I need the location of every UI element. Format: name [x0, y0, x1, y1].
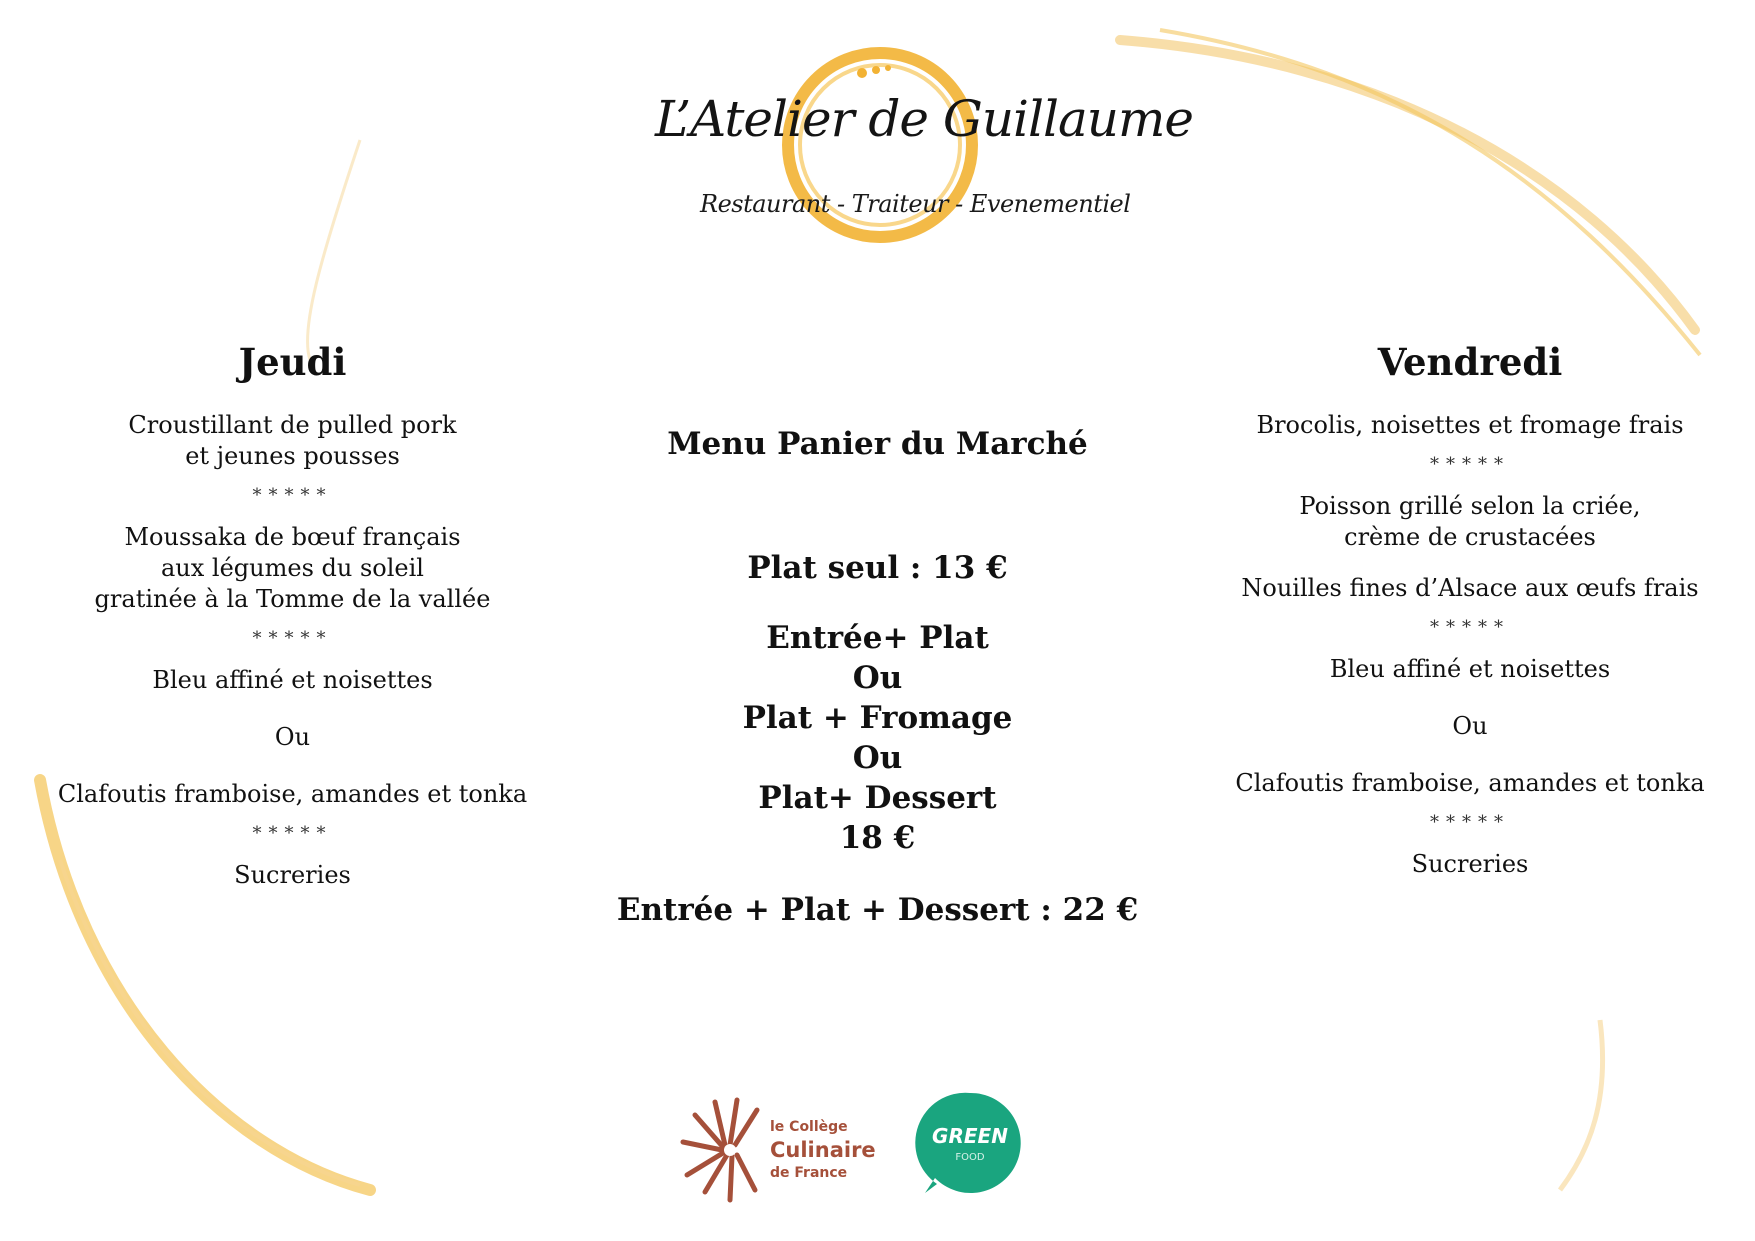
formula-price: 18 €	[839, 820, 916, 856]
cheese-item: Bleu affiné et noisettes	[1329, 655, 1611, 683]
separator: *****	[252, 628, 333, 649]
dessert-item: Clafoutis framboise, amandes et tonka	[57, 780, 528, 808]
green-food-logo	[915, 1088, 1025, 1198]
side-item: Nouilles fines d’Alsace aux œufs frais	[1241, 574, 1699, 602]
separator: *****	[252, 485, 333, 506]
formula-line: Ou	[852, 740, 903, 776]
menu-pricing	[600, 425, 1155, 930]
price-full-menu: Entrée + Plat + Dessert : 22 €	[616, 892, 1139, 928]
green-food-badge-icon	[915, 1088, 1025, 1198]
main-line-1: Poisson grillé selon la criée,	[1299, 492, 1641, 520]
logo-subtitle: Restaurant - Traiteur - Evenementiel	[700, 190, 1131, 218]
main-line-1: Moussaka de bœuf français	[124, 523, 461, 551]
green-food-subtext: FOOD	[955, 1152, 985, 1163]
main-line-2: aux légumes du soleil	[161, 554, 424, 582]
friday-menu	[1210, 340, 1730, 880]
college-burst-icon	[675, 1080, 770, 1210]
thursday-menu	[40, 340, 545, 891]
dessert-item: Clafoutis framboise, amandes et tonka	[1235, 769, 1705, 797]
cheese-item: Bleu affiné et noisettes	[152, 666, 433, 694]
college-culinaire-logo	[675, 1080, 875, 1210]
formula-line: Plat+ Dessert	[758, 780, 997, 816]
day-title-thursday: Jeudi	[238, 340, 347, 384]
separator: *****	[252, 823, 333, 844]
separator: *****	[1430, 812, 1510, 833]
formula-line: Entrée+ Plat	[766, 620, 989, 656]
starter-line-1: Croustillant de pulled pork	[128, 411, 457, 439]
sweets-item: Sucreries	[234, 861, 351, 889]
green-food-text: GREEN	[932, 1124, 1008, 1148]
sweets-item: Sucreries	[1411, 850, 1529, 878]
college-line-1: le Collège	[770, 1119, 848, 1135]
day-title-friday: Vendredi	[1377, 340, 1563, 384]
separator: *****	[1430, 454, 1510, 475]
college-line-3: de France	[770, 1165, 848, 1181]
or-label: Ou	[1452, 712, 1488, 740]
formula-line: Plat + Fromage	[742, 700, 1013, 736]
college-line-2: Culinaire	[770, 1138, 876, 1162]
menu-title: Menu Panier du Marché	[667, 426, 1088, 462]
price-plat-seul: Plat seul : 13 €	[747, 550, 1008, 586]
main-line-3: gratinée à la Tomme de la vallée	[94, 585, 491, 613]
separator: *****	[1430, 617, 1510, 638]
logo-title: L’Atelier de Guillaume	[655, 90, 1194, 148]
restaurant-logo	[640, 30, 1194, 260]
starter-item: Brocolis, noisettes et fromage frais	[1256, 411, 1684, 439]
starter-line-2: et jeunes pousses	[185, 442, 400, 470]
main-line-2: crème de crustacées	[1344, 523, 1596, 551]
formula-line: Ou	[852, 660, 903, 696]
or-label: Ou	[274, 723, 311, 751]
partner-logos	[675, 1080, 1035, 1210]
